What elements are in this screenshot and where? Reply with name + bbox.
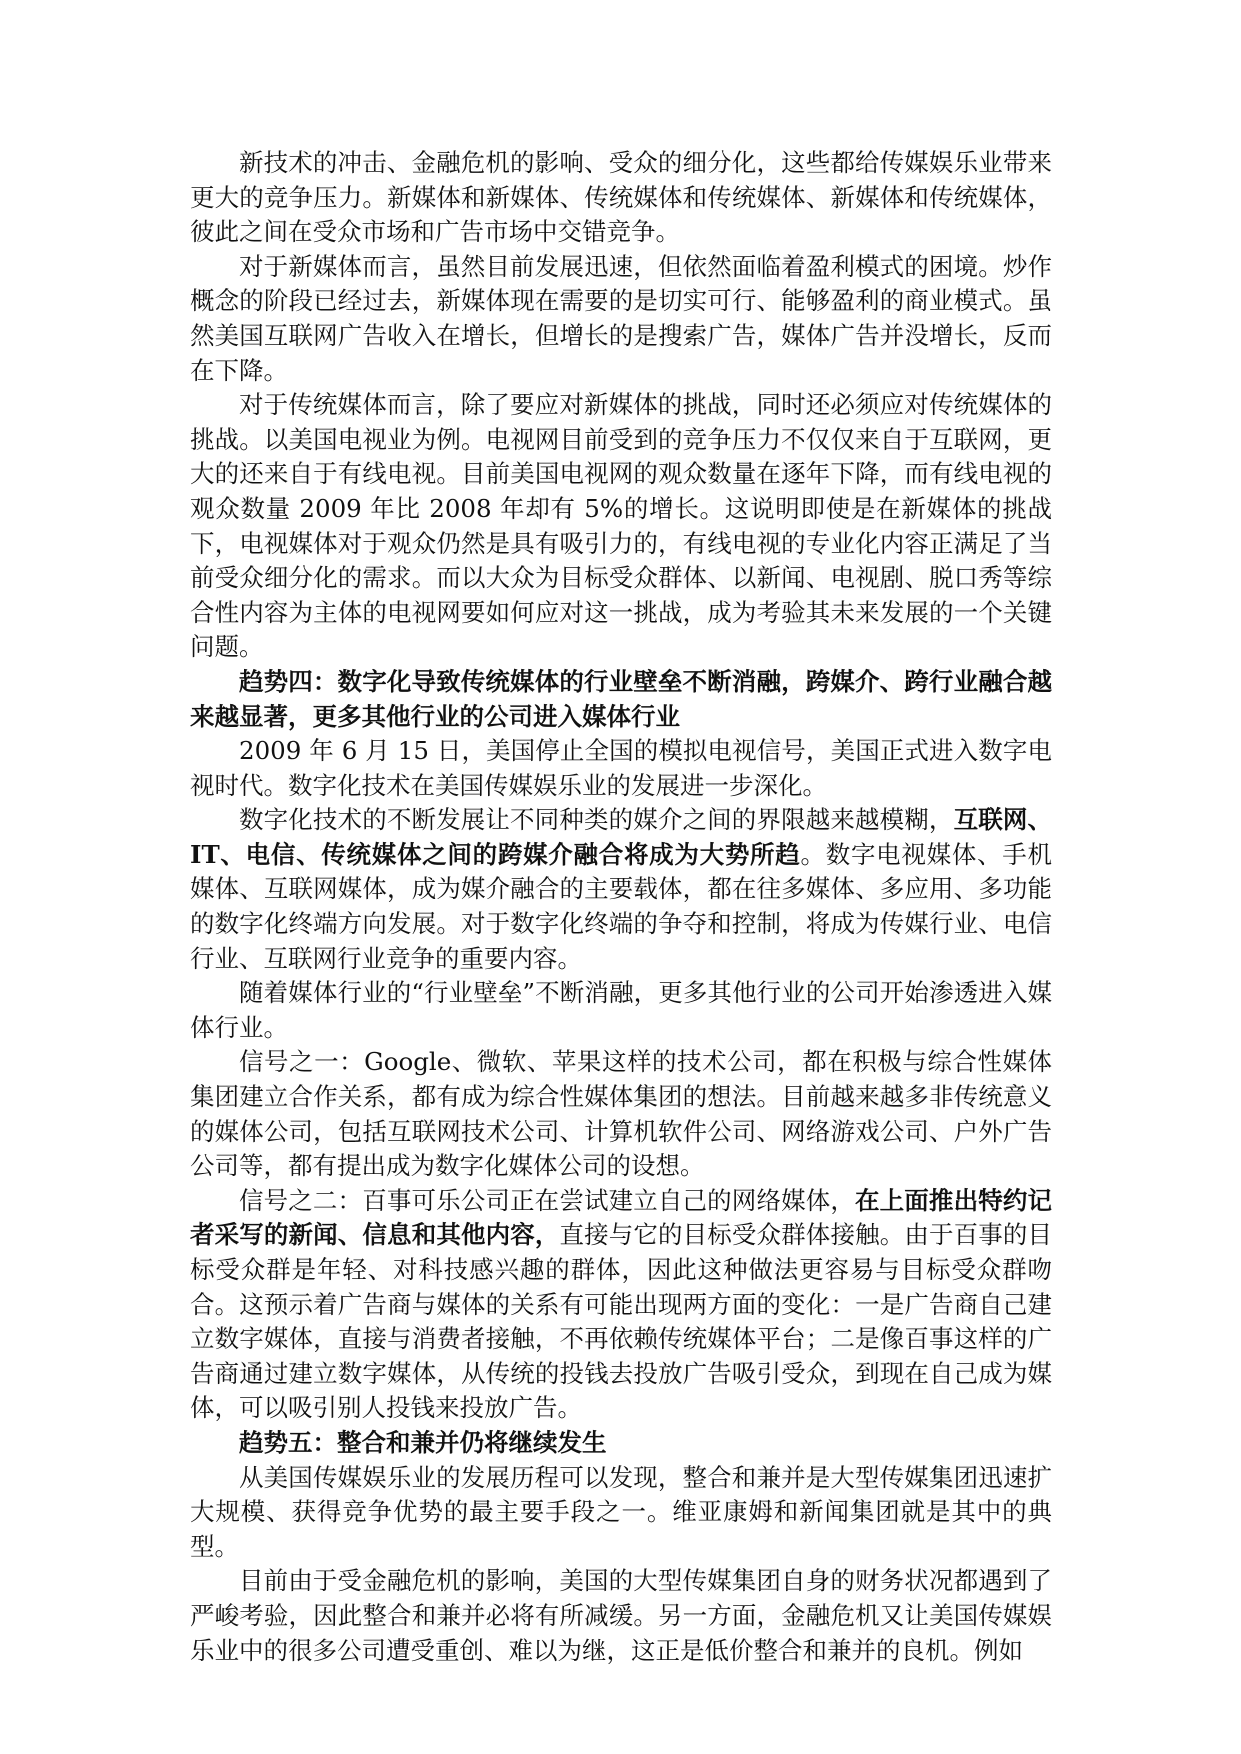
paragraph-media-convergence: 数字化技术的不断发展让不同种类的媒介之间的界限越来越模糊，互联网、IT、电信、传统媒体之间的跨媒介融合将成为大势所趋。数字电视媒体、手机媒体、互联网媒体，成为媒介融合的主要载体，都在往多媒体、多应用、多功能的数字化终端方向发展。对于数字化终端的争夺和控制，将成为传媒行业、电信行业、互联网行业竞争的重要内容。 (190, 805, 1052, 973)
paragraph-competition-pressure: 新技术的冲击、金融危机的影响、受众的细分化，这些都给传媒娱乐业带来更大的竞争压力。新媒体和新媒体、传统媒体和传统媒体、新媒体和传统媒体，彼此之间在受众市场和广告市场中交错竞争。 (190, 148, 1052, 247)
paragraph-new-media: 对于新媒体而言，虽然目前发展迅速，但依然面临着盈利模式的困境。炒作概念的阶段已经过去，新媒体现在需要的是切实可行、能够盈利的商业模式。虽然美国互联网广告收入在增长，但增长的是搜索广告，媒体广告并没增长，反而在下降。 (190, 251, 1052, 385)
paragraph-digital-tv: 2009 年 6 月 15 日，美国停止全国的模拟电视信号，美国正式进入数字电视时代。数字化技术在美国传媒娱乐业的发展进一步深化。 (190, 736, 1052, 800)
heading-trend-four: 趋势四：数字化导致传统媒体的行业壁垒不断消融，跨媒介、跨行业融合越来越显著，更多其他行业的公司进入媒体行业 (190, 666, 1052, 731)
document-page (190, 146, 1052, 1668)
paragraph-financial-crisis: 目前由于受金融危机的影响，美国的大型传媒集团自身的财务状况都遇到了严峻考验，因此整合和兼并必将有所减缓。另一方面，金融危机又让美国传媒娱乐业中的很多公司遭受重创、难以为继，这正是低价整合和兼并的良机。例如 (190, 1566, 1052, 1665)
paragraph-industry-barriers: 随着媒体行业的“行业壁垒”不断消融，更多其他行业的公司开始渗透进入媒体行业。 (190, 978, 1052, 1042)
paragraph-signal-two: 信号之二：百事可乐公司正在尝试建立自己的网络媒体，在上面推出特约记者采写的新闻、信息和其他内容，直接与它的目标受众群体接触。由于百事的目标受众群是年轻、对科技感兴趣的群体，因此这种做法更容易与目标受众群吻合。这预示着广告商与媒体的关系有可能出现两方面的变化：一是广告商自己建立数字媒体，直接与消费者接触，不再依赖传统媒体平台；二是像百事这样的广告商通过建立数字媒体，从传统的投钱去投放广告吸引受众，到现在自己成为媒体，可以吸引别人投钱来投放广告。 (190, 1185, 1052, 1423)
paragraph-mergers-history: 从美国传媒娱乐业的发展历程可以发现，整合和兼并是大型传媒集团迅速扩大规模、获得竞争优势的最主要手段之一。维亚康姆和新闻集团就是其中的典型。 (190, 1462, 1052, 1561)
paragraph-signal-one: 信号之一：Google、微软、苹果这样的技术公司，都在积极与综合性媒体集团建立合作关系，都有成为综合性媒体集团的想法。目前越来越多非传统意义的媒体公司，包括互联网技术公司、计算机软件公司、网络游戏公司、户外广告公司等，都有提出成为数字化媒体公司的设想。 (190, 1047, 1052, 1181)
paragraph-traditional-media: 对于传统媒体而言，除了要应对新媒体的挑战，同时还必须应对传统媒体的挑战。以美国电视业为例。电视网目前受到的竞争压力不仅仅来自于互联网，更大的还来自于有线电视。目前美国电视网的观众数量在逐年下降，而有线电视的观众数量 2009 年比 2008 年却有 5%的增长。这说明即使是在新媒体的挑战下，电视媒体对于观众仍然是具有吸引力的，有线电视的专业化内容正满足了当前受众细分化的需求。而以大众为目标受众群体、以新闻、电视剧、脱口秀等综合性内容为主体的电视网要如何应对这一挑战，成为考验其未来发展的一个关键问题。 (190, 390, 1052, 662)
emphasis-convergence: 互联网、IT、电信、传统媒体之间的跨媒介融合将成为大势所趋 (190, 805, 1052, 869)
emphasis-special-reporters: 在上面推出特约记者采写的新闻、信息和其他内容， (190, 1185, 1052, 1250)
heading-trend-five: 趋势五：整合和兼并仍将继续发生 (239, 1427, 607, 1457)
